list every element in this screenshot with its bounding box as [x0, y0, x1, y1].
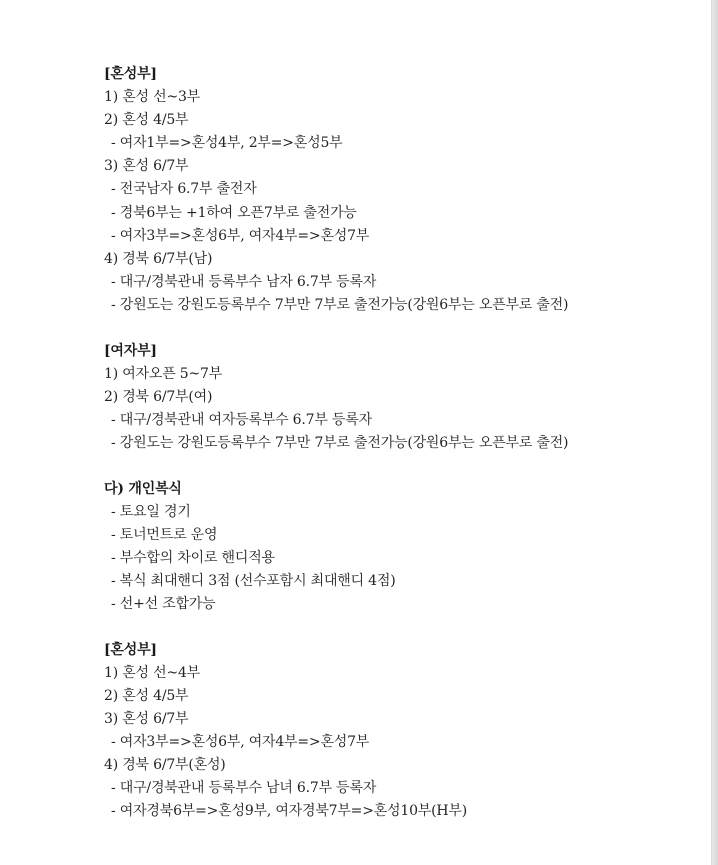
- document-content: [104, 63, 704, 846]
- bullet-line: - 여자1부=>혼성4부, 2부=>혼성5부: [111, 135, 343, 152]
- numbered-line: 4) 경북 6/7부(혼성): [104, 757, 226, 774]
- bullet-line: - 토너먼트로 운영: [111, 526, 218, 543]
- bullet-line: - 강원도는 강원도등록부수 7부만 7부로 출전가능(강원6부는 오픈부로 출전): [111, 434, 569, 451]
- section-2: [104, 340, 704, 455]
- bullet-line: - 여자3부=>혼성6부, 여자4부=>혼성7부: [111, 227, 370, 244]
- bullet-line: - 여자3부=>혼성6부, 여자4부=>혼성7부: [111, 733, 370, 750]
- section-4: [104, 639, 704, 824]
- numbered-line: 2) 경북 6/7부(여): [104, 388, 213, 405]
- numbered-line: 1) 혼성 선~3부: [104, 89, 201, 106]
- numbered-line: 3) 혼성 6/7부: [104, 710, 189, 727]
- bullet-line: - 강원도는 강원도등록부수 7부만 7부로 출전가능(강원6부는 오픈부로 출전): [111, 296, 569, 313]
- section-heading: [여자부]: [104, 342, 157, 359]
- section-heading: [혼성부]: [104, 641, 157, 658]
- bullet-line: - 경북6부는 +1하여 오픈7부로 출전가능: [111, 204, 357, 221]
- bullet-line: - 부수합의 차이로 핸디적용: [111, 549, 275, 566]
- section-1: [104, 63, 704, 317]
- numbered-line: 2) 혼성 4/5부: [104, 687, 189, 704]
- numbered-line: 1) 혼성 선~4부: [104, 664, 201, 681]
- section-3: [104, 478, 704, 617]
- section-heading: 다) 개인복식: [104, 480, 182, 497]
- numbered-line: 4) 경북 6/7부(남): [104, 250, 213, 267]
- bullet-line: - 토요일 경기: [111, 503, 191, 520]
- page-edge-scrollbar[interactable]: [711, 0, 718, 865]
- bullet-line: - 여자경북6부=>혼성9부, 여자경북7부=>혼성10부(H부): [111, 803, 467, 820]
- numbered-line: 1) 여자오픈 5~7부: [104, 365, 223, 382]
- numbered-line: 3) 혼성 6/7부: [104, 158, 189, 175]
- section-heading: [혼성부]: [104, 66, 157, 82]
- bullet-line: - 대구/경북관내 여자등록부수 6.7부 등록자: [111, 411, 372, 428]
- bullet-line: - 선+선 조합가능: [111, 595, 216, 612]
- bullet-line: - 대구/경북관내 등록부수 남녀 6.7부 등록자: [111, 780, 377, 797]
- bullet-line: - 복식 최대핸디 3점 (선수포함시 최대핸디 4점): [111, 572, 396, 589]
- numbered-line: 2) 혼성 4/5부: [104, 112, 189, 129]
- bullet-line: - 전국남자 6.7부 출전자: [111, 181, 257, 198]
- bullet-line: - 대구/경북관내 등록부수 남자 6.7부 등록자: [111, 273, 377, 290]
